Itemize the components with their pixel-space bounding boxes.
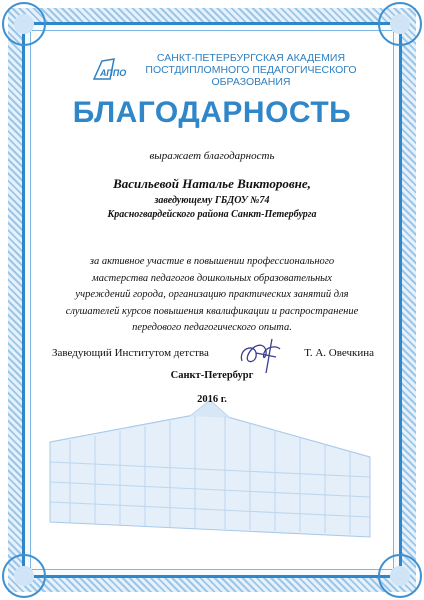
- logo-text: АППО: [100, 68, 127, 78]
- organization-name: [140, 52, 362, 88]
- recipient-name: Васильевой Наталье Викторовне,: [113, 176, 311, 191]
- reason-line: передового педагогического опыта.: [132, 322, 292, 333]
- corner-ornament: [378, 2, 422, 46]
- city: Санкт-Петербург: [170, 370, 254, 381]
- academy-logo: [92, 55, 134, 85]
- signature-row: [52, 345, 374, 365]
- organization-line: ОБРАЗОВАНИЯ: [211, 76, 291, 88]
- document-title: БЛАГОДАРНОСТЬ: [72, 96, 352, 129]
- signatory-name: Т. А. Овечкина: [304, 347, 374, 359]
- signature: [236, 335, 296, 375]
- recipient-district: Красногвардейского района Санкт-Петербурга: [107, 209, 317, 220]
- organization-line: САНКТ-ПЕТЕРБУРГСКАЯ АКАДЕМИЯ: [156, 52, 346, 64]
- recipient-position: заведующему ГБДОУ №74: [154, 195, 270, 206]
- year: 2016 г.: [197, 394, 227, 405]
- signatory-title: Заведующий Институтом детства: [52, 347, 209, 359]
- corner-ornament: [2, 2, 46, 46]
- reason-line: слушателей курсов повышения квалификации и распространение: [65, 305, 359, 317]
- corner-ornament: [378, 554, 422, 598]
- reason-line: за активное участие в повышении профессионального: [89, 256, 335, 267]
- organization-header: [92, 52, 362, 88]
- gratitude-reason: [0, 254, 424, 337]
- expresses-text: выражает благодарность: [149, 150, 275, 162]
- organization-line: ПОСТДИПЛОМНОГО ПЕДАГОГИЧЕСКОГО: [145, 64, 357, 76]
- reason-line: мастерства педагогов дошкольных образовательных: [92, 272, 332, 284]
- reason-line: учреждений города, организацию практических занятий для: [75, 289, 349, 300]
